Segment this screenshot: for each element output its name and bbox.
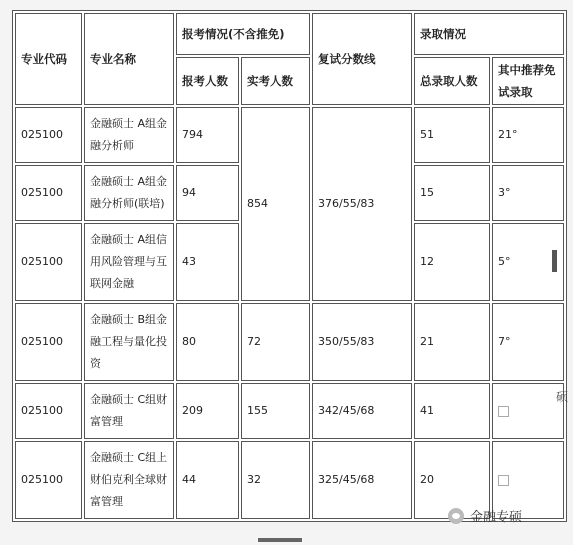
cell-code: 025100 bbox=[15, 223, 82, 301]
table-row bbox=[15, 107, 564, 163]
cell-score-line: 325/45/68 bbox=[312, 441, 412, 519]
edge-text: 硕 bbox=[556, 390, 569, 404]
cell-admitted: 12 bbox=[414, 223, 490, 301]
cell-name: 金融硕士 C组财富管理 bbox=[84, 383, 174, 439]
cell-actual: 32 bbox=[241, 441, 310, 519]
cell-applicants: 94 bbox=[176, 165, 239, 221]
cell-applicants: 80 bbox=[176, 303, 239, 381]
checkbox-icon[interactable] bbox=[498, 406, 509, 417]
cell-code: 025100 bbox=[15, 383, 82, 439]
admission-table bbox=[12, 10, 567, 522]
watermark bbox=[448, 506, 522, 525]
watermark-text: 金融专硕 bbox=[470, 510, 523, 525]
bottom-handle[interactable] bbox=[258, 538, 302, 542]
table-row bbox=[15, 383, 564, 439]
wechat-icon bbox=[448, 508, 464, 524]
cell-actual: 72 bbox=[241, 303, 310, 381]
admission-table-container bbox=[12, 10, 567, 522]
table-row bbox=[15, 303, 564, 381]
cell-applicants: 43 bbox=[176, 223, 239, 301]
cell-code: 025100 bbox=[15, 107, 82, 163]
header-name: 专业名称 bbox=[84, 13, 174, 105]
header-total-admitted: 总录取人数 bbox=[414, 57, 490, 105]
cell-score-line: 350/55/83 bbox=[312, 303, 412, 381]
cell-recommended: 21° bbox=[492, 107, 564, 163]
cell-admitted: 21 bbox=[414, 303, 490, 381]
cell-admitted: 20 bbox=[414, 441, 490, 519]
cell-actual-group-a: 854 bbox=[241, 107, 310, 301]
cell-code: 025100 bbox=[15, 165, 82, 221]
cell-applicants: 209 bbox=[176, 383, 239, 439]
cell-recommended: 5° bbox=[492, 223, 564, 301]
scroll-handle[interactable] bbox=[552, 250, 557, 272]
cell-applicants: 794 bbox=[176, 107, 239, 163]
cell-name: 金融硕士 A组信用风险管理与互联网金融 bbox=[84, 223, 174, 301]
cell-code: 025100 bbox=[15, 303, 82, 381]
header-score-line: 复试分数线 bbox=[312, 13, 412, 105]
header-applicants: 报考人数 bbox=[176, 57, 239, 105]
cell-admitted: 41 bbox=[414, 383, 490, 439]
cell-name: 金融硕士 A组金融分析师(联培) bbox=[84, 165, 174, 221]
cell-recommended: 7° bbox=[492, 303, 564, 381]
cell-name: 金融硕士 A组金融分析师 bbox=[84, 107, 174, 163]
cell-name: 金融硕士 C组上财伯克利全球财富管理 bbox=[84, 441, 174, 519]
header-actual: 实考人数 bbox=[241, 57, 310, 105]
header-admit-group: 录取情况 bbox=[414, 13, 564, 55]
cell-score-line-group-a: 376/55/83 bbox=[312, 107, 412, 301]
cell-admitted: 15 bbox=[414, 165, 490, 221]
cell-code: 025100 bbox=[15, 441, 82, 519]
header-row-1 bbox=[15, 13, 564, 55]
cell-recommended: 3° bbox=[492, 165, 564, 221]
cell-actual: 155 bbox=[241, 383, 310, 439]
cell-name: 金融硕士 B组金融工程与量化投资 bbox=[84, 303, 174, 381]
header-report-group: 报考情况(不含推免) bbox=[176, 13, 310, 55]
cell-admitted: 51 bbox=[414, 107, 490, 163]
cell-recommended-checkbox[interactable] bbox=[492, 383, 564, 439]
header-code: 专业代码 bbox=[15, 13, 82, 105]
cell-score-line: 342/45/68 bbox=[312, 383, 412, 439]
cell-applicants: 44 bbox=[176, 441, 239, 519]
header-recommended: 其中推荐免试录取 bbox=[492, 57, 564, 105]
checkbox-icon[interactable] bbox=[498, 475, 509, 486]
